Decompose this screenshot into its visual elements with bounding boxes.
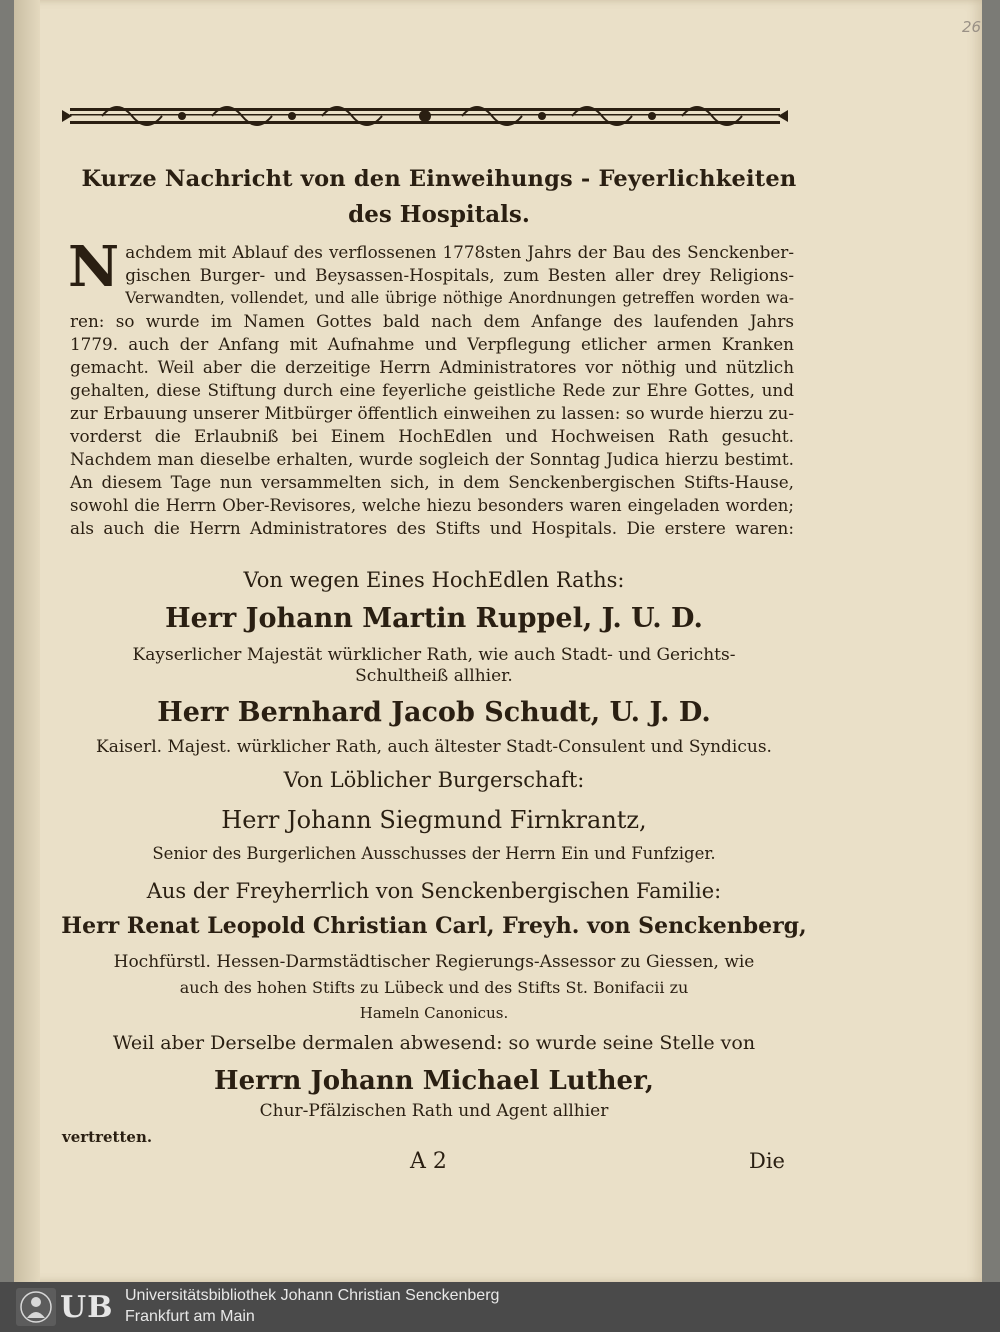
body-line: achdem mit Ablauf des verflossenen 1778sten Jahrs der Bau des Senckenber- bbox=[125, 242, 794, 262]
body-line: vorderst die Erlaubniß bei Einem HochEdlen und Hochweisen Rath gesucht. bbox=[70, 426, 794, 446]
section-heading-council: Von wegen Eines HochEdlen Raths: bbox=[243, 568, 625, 592]
person-title-firnkrantz: Senior des Burgerlichen Ausschusses der Herrn Ein und Funfziger. bbox=[152, 844, 716, 863]
closing-word: vertretten. bbox=[62, 1128, 153, 1146]
library-logo[interactable] bbox=[16, 1288, 120, 1326]
body-line: als auch die Herrn Administratores des Stifts und Hospitals. Die erstere waren: bbox=[70, 518, 794, 538]
person-name-luther: Herrn Johann Michael Luther, bbox=[214, 1066, 654, 1096]
library-footer bbox=[0, 1282, 1000, 1332]
article-title: Kurze Nachricht von den Einweihungs - Feyerlichkeiten bbox=[81, 166, 797, 192]
body-line: 1779. auch der Anfang mit Aufnahme und Verpflegung etlicher armen Kranken bbox=[70, 334, 794, 354]
person-name-senckenberg: Herr Renat Leopold Christian Carl, Freyh. von Senckenberg, bbox=[61, 913, 807, 939]
article-title-continued: des Hospitals. bbox=[348, 201, 530, 228]
seal-icon bbox=[16, 1288, 56, 1326]
person-name-ruppel: Herr Johann Martin Ruppel, J. U. D. bbox=[165, 603, 703, 634]
library-name: Universitätsbibliothek Johann Christian Senckenberg bbox=[125, 1287, 500, 1304]
library-city: Frankfurt am Main bbox=[125, 1308, 255, 1325]
person-title-senckenberg-end: Hameln Canonicus. bbox=[359, 1004, 509, 1022]
body-line: gischen Burger- und Beysassen-Hospitals, zum Besten aller drey Religions- bbox=[125, 265, 794, 285]
pencil-page-number: 26 bbox=[962, 18, 982, 36]
person-title-senckenberg-continued: auch des hohen Stifts zu Lübeck und des Stifts St. Bonifacii zu bbox=[179, 978, 689, 997]
catchword: Die bbox=[749, 1149, 785, 1173]
person-title-schudt: Kaiserl. Majest. würklicher Rath, auch ältester Stadt-Consulent und Syndicus. bbox=[96, 737, 772, 757]
section-heading-citizenry: Von Löblicher Burgerschaft: bbox=[283, 768, 585, 792]
person-name-firnkrantz: Herr Johann Siegmund Firnkrantz, bbox=[221, 806, 647, 834]
person-title-senckenberg: Hochfürstl. Hessen-Darmstädtischer Regierungs-Assessor zu Giessen, wie bbox=[113, 952, 755, 972]
body-line: zur Erbauung unserer Mitbürger öffentlich einweihen zu lassen: so wurde hierzu zu- bbox=[70, 403, 794, 423]
person-name-schudt: Herr Bernhard Jacob Schudt, U. J. D. bbox=[157, 697, 711, 728]
body-line: Nachdem man dieselbe erhalten, wurde sogleich der Sonntag Judica hierzu bestimt. bbox=[70, 449, 794, 469]
body-line: Verwandten, vollendet, und alle übrige nöthige Anordnungen getreffen worden wa- bbox=[125, 289, 794, 307]
body-line: ren: so wurde im Namen Gottes bald nach dem Anfange des laufenden Jahrs bbox=[70, 311, 794, 331]
person-title-luther: Chur-Pfälzischen Rath und Agent allhier bbox=[259, 1101, 609, 1121]
person-title-ruppel-continued: Schultheiß allhier. bbox=[355, 666, 513, 686]
ub-logo-text: UB bbox=[60, 1290, 114, 1325]
ornamental-header-border bbox=[62, 96, 788, 136]
drop-cap: N bbox=[68, 234, 120, 300]
body-line: sowohl die Herrn Ober-Revisores, welche hiezu besonders waren eingeladen worden; bbox=[70, 496, 794, 515]
body-line: An diesem Tage nun versammelten sich, in dem Senckenbergischen Stifts-Hause, bbox=[70, 472, 794, 492]
printer-signature-mark: A 2 bbox=[410, 1149, 447, 1174]
body-paragraph bbox=[68, 234, 794, 540]
person-title-ruppel: Kayserlicher Majestät würklicher Rath, wie auch Stadt- und Gerichts- bbox=[132, 645, 736, 665]
page-gutter bbox=[14, 0, 40, 1282]
scanned-page bbox=[14, 0, 982, 1282]
body-line: gehalten, diese Stiftung durch eine feyerliche geistliche Rede zur Ehre Gottes, und bbox=[70, 380, 794, 400]
body-line: gemacht. Weil aber die derzeitige Herrn Administratores vor nöthig und nützlich bbox=[70, 357, 794, 377]
section-heading-family: Aus der Freyherrlich von Senckenbergischen Familie: bbox=[146, 879, 722, 903]
absence-note: Weil aber Derselbe dermalen abwesend: so wurde seine Stelle von bbox=[112, 1032, 756, 1054]
